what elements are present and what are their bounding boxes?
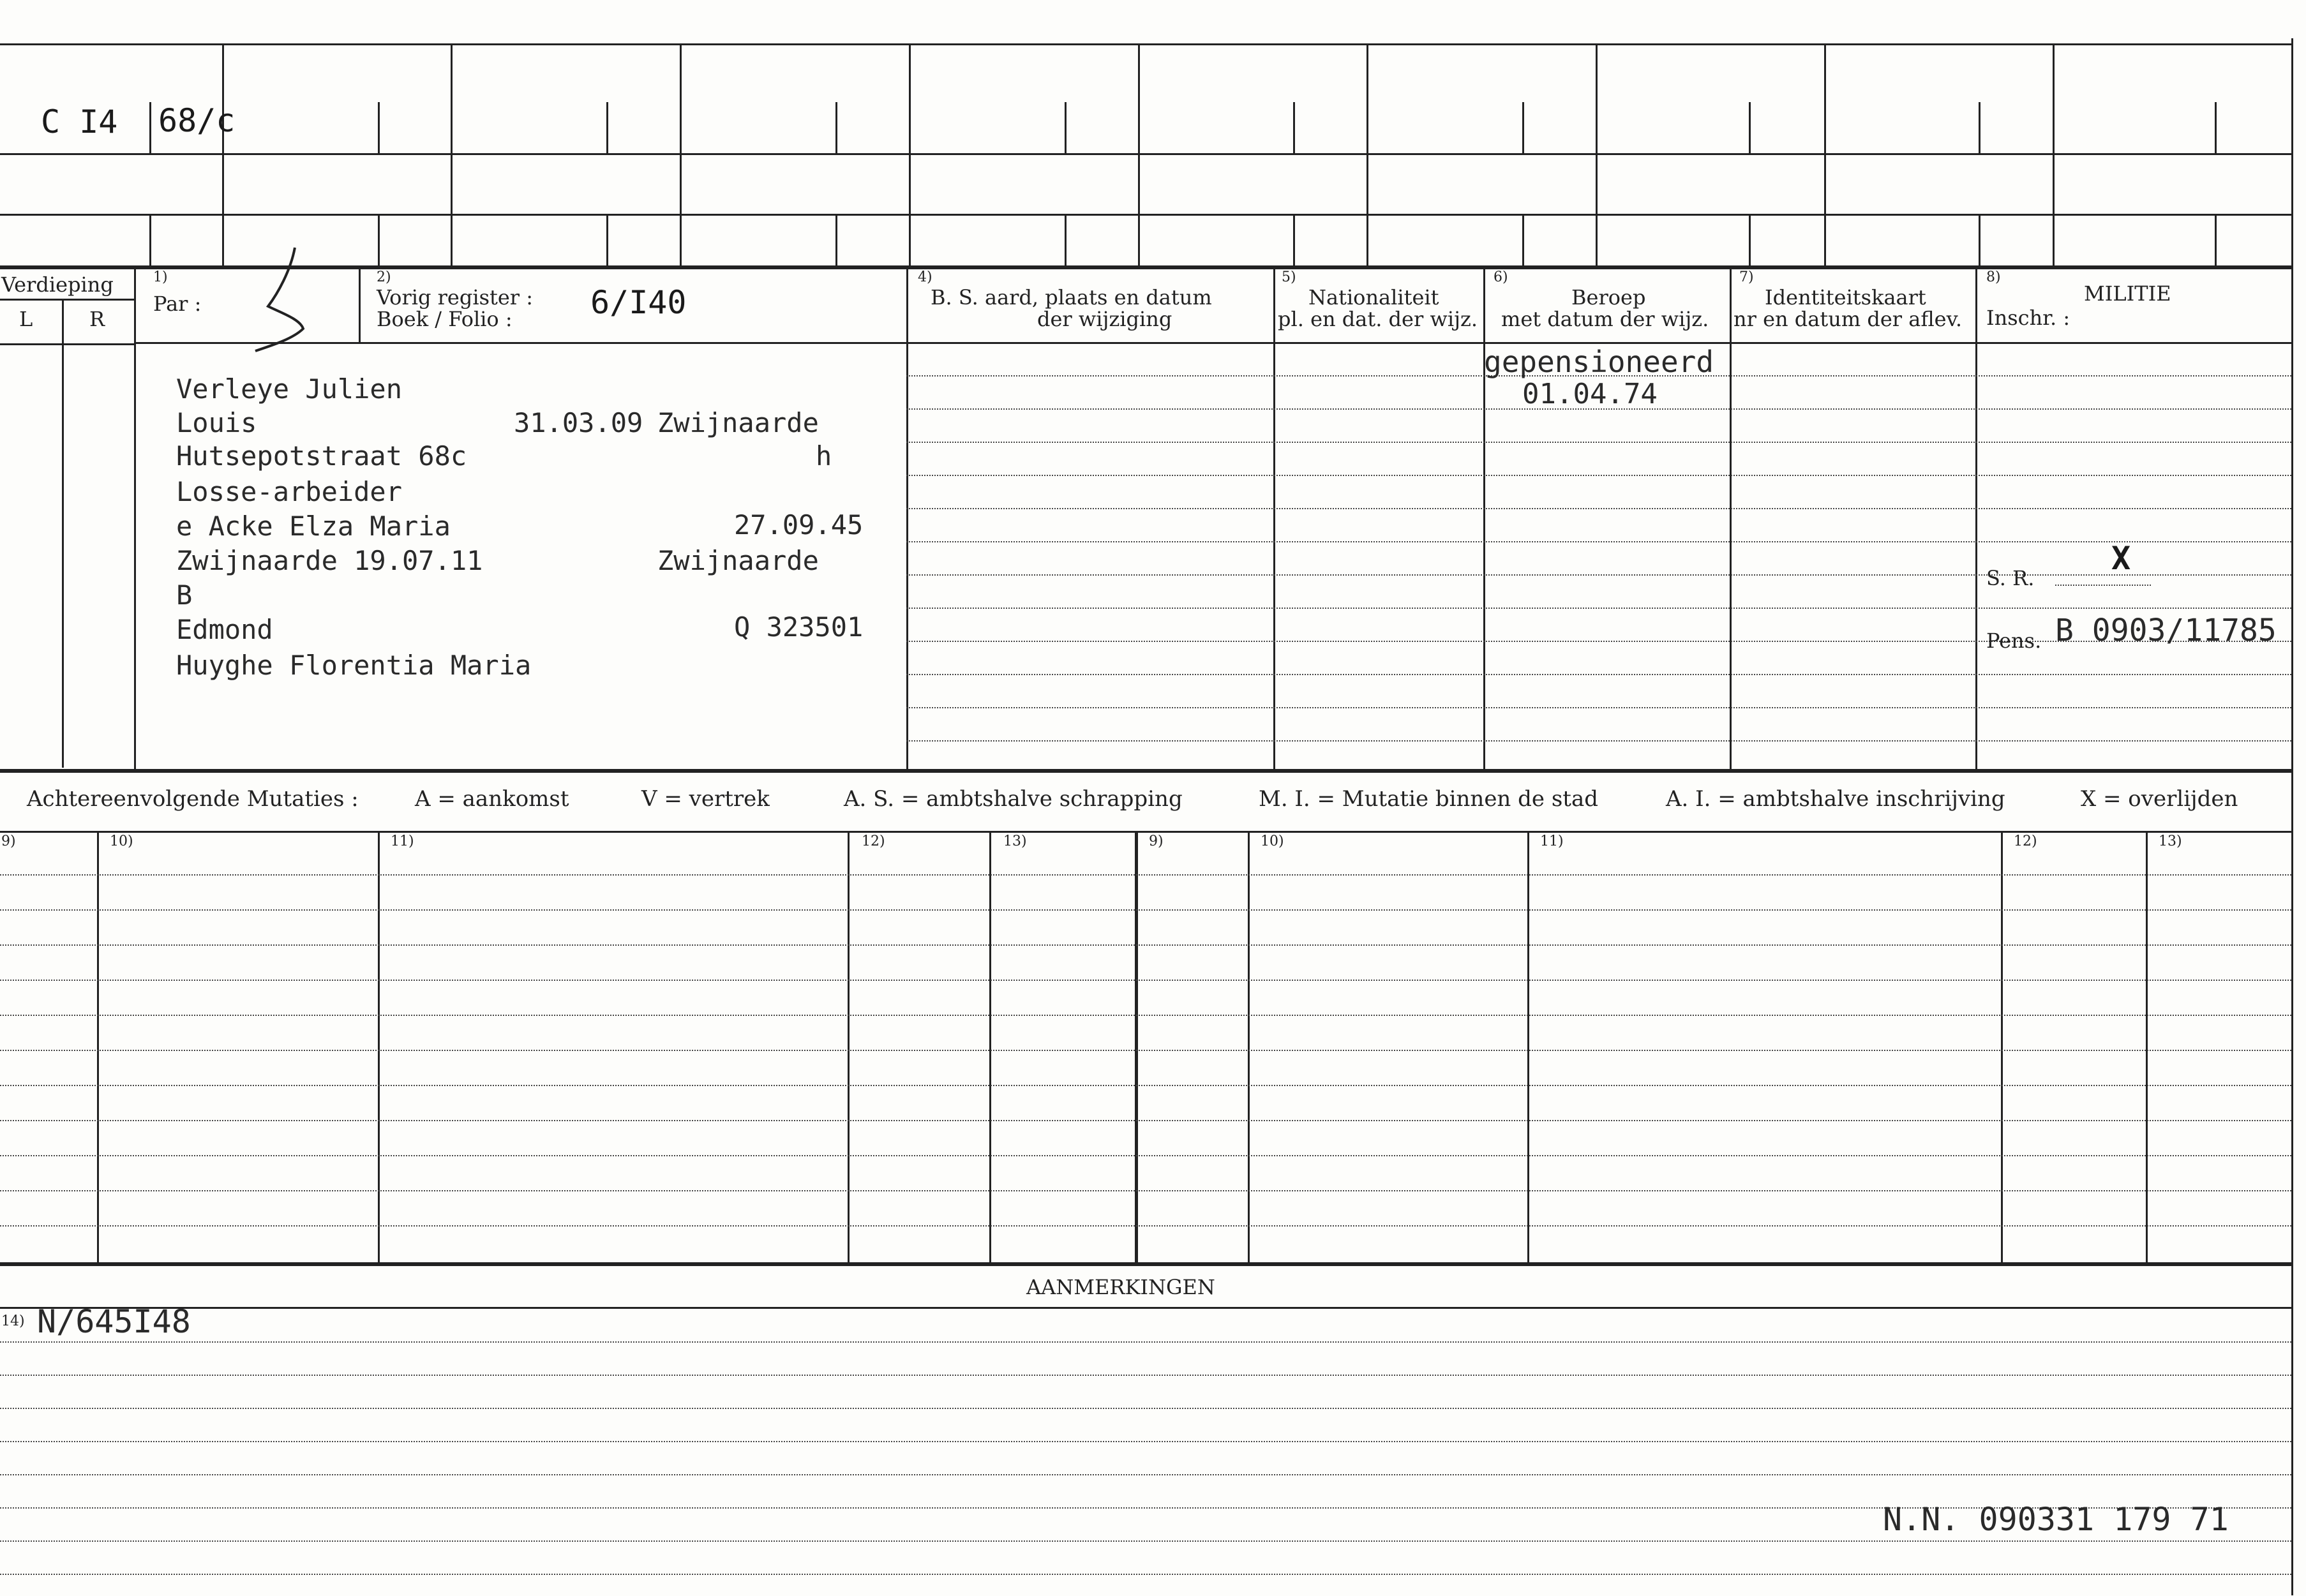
card-code: C I4 (41, 103, 118, 140)
legend-mutatie: M. I. = Mutatie binnen de stad (1259, 786, 1598, 812)
col-header-12b: 12) (2014, 833, 2037, 849)
nationality-code: B (176, 579, 193, 611)
col-header-10: 10) (110, 833, 133, 849)
sr-value: X (2111, 540, 2131, 577)
spouse-name: e Acke Elza Maria (176, 511, 451, 542)
ident-header-line2: nr en datum der aflev. (1733, 307, 1963, 331)
spouse-birth-place: Zwijnaarde (657, 545, 819, 576)
legend-aankomst: A = aankomst (415, 786, 569, 812)
bs-number: 4) (918, 269, 932, 285)
col-header-11b: 11) (1540, 833, 1564, 849)
beroep-header-line2: met datum der wijz. (1501, 307, 1709, 331)
col-header-11: 11) (391, 833, 414, 849)
aanmerkingen-value: N/645I48 (37, 1303, 191, 1340)
aanmerkingen-title: AANMERKINGEN (1026, 1275, 1215, 1299)
col-header-13: 13) (1003, 833, 1027, 849)
beroep-date: 01.04.74 (1522, 378, 1658, 410)
beroep-header-line1: Beroep (1571, 285, 1646, 310)
col-header-13b: 13) (2159, 833, 2182, 849)
occupation: Losse-arbeider (176, 476, 403, 507)
legend-overlijden: X = overlijden (2081, 786, 2238, 812)
legend-vertrek: V = vertrek (641, 786, 770, 812)
col-l-label: L (19, 307, 33, 331)
birth-place: Zwijnaarde (657, 407, 819, 438)
col-header-9b: 9) (1149, 833, 1164, 849)
vorig-register-label: Vorig register : (377, 285, 534, 310)
aanmerkingen-number: 14) (1, 1313, 25, 1329)
father-name: Edmond (176, 614, 273, 645)
vorig-register-value: 6/I40 (590, 284, 687, 321)
boek-folio-label: Boek / Folio : (377, 307, 513, 331)
vorig-number: 2) (377, 269, 391, 285)
id-number: Q 323501 (734, 611, 864, 643)
sr-label: S. R. (1986, 566, 2035, 590)
verdieping-label: Verdieping (1, 272, 114, 297)
birth-date: 31.03.09 (514, 407, 643, 438)
militie-number: 8) (1986, 269, 2001, 285)
legend-schrapping: A. S. = ambtshalve schrapping (844, 786, 1183, 812)
ident-number: 7) (1739, 269, 1754, 285)
person-surname: Verleye Julien (176, 373, 403, 405)
spouse-date: 27.09.45 (734, 509, 864, 541)
inschr-label: Inschr. : (1986, 306, 2070, 330)
beroep-value: gepensioneerd (1484, 345, 1714, 379)
nat-number: 5) (1282, 269, 1296, 285)
bs-header-line1: B. S. aard, plaats en datum (931, 285, 1212, 310)
legend-title: Achtereenvolgende Mutaties : (27, 786, 359, 812)
mother-name: Huyghe Florentia Maria (176, 650, 532, 681)
col-header-9: 9) (1, 833, 16, 849)
nat-header-line1: Nationaliteit (1308, 285, 1439, 310)
spouse-birth: Zwijnaarde 19.07.11 (176, 545, 483, 576)
bs-header-line2: der wijziging (1037, 307, 1172, 331)
nat-header-line2: pl. en dat. der wijz. (1278, 307, 1478, 331)
col-r-label: R (89, 307, 105, 331)
par-label: Par : (153, 292, 202, 316)
person-firstname: Louis (176, 407, 257, 438)
legend-inschrijving: A. I. = ambtshalve inschrijving (1666, 786, 2005, 812)
par-signature (243, 242, 326, 370)
col-header-12: 12) (862, 833, 885, 849)
col-header-10b: 10) (1261, 833, 1284, 849)
militie-header: MILITIE (2084, 281, 2171, 306)
address-suffix: h (816, 440, 832, 472)
par-number: 1) (153, 269, 168, 285)
ident-header-line1: Identiteitskaart (1765, 285, 1926, 310)
address: Hutsepotstraat 68c (176, 440, 467, 472)
card-reference: 68/c (158, 102, 236, 139)
pens-label: Pens. (1986, 629, 2042, 653)
pens-value: B 0903/11785 (2055, 613, 2277, 648)
beroep-number: 6) (1494, 269, 1508, 285)
nn-number: N.N. 090331 179 71 (1883, 1501, 2229, 1538)
